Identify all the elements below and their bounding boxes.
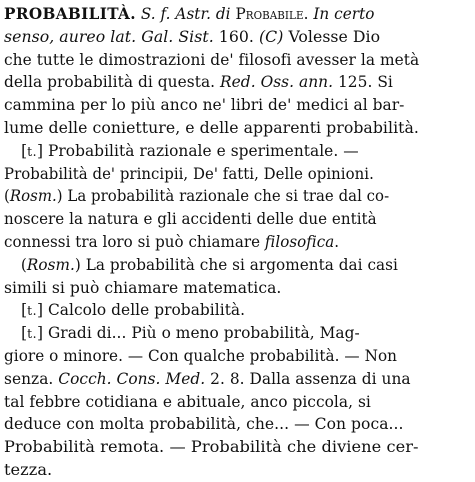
citation-source: senso, aureo lat. Gal. Sist. [4,26,214,46]
sense-text: Probabilità remota. — Probabilità che diviene cer- [4,437,419,457]
entry-line-7 [4,140,449,163]
entry-line-11 [4,231,439,254]
headword: PROBABILITÀ. [4,4,136,23]
emphasis-text: filosofica [264,231,335,251]
sense-text: ] Gradi di... Più o meno probabilità, Mag- [36,323,360,343]
sense-text: senza. [4,368,59,388]
entry-line-9 [4,185,435,208]
sense-text: tal febbre cotidiana e abituale, anco piccola, si [4,391,371,411]
sense-text: Probabilità de' principii, De' fatti, Delle opinioni. [4,163,374,183]
sense-text: ) La probabilità razionale che si trae dal co- [56,186,390,206]
quotation-text: della probabilità di questa. [4,72,221,92]
entry-line-10 [4,208,439,231]
sense-text: tezza. [4,459,53,479]
entry-line-16 [4,345,444,368]
editor-tag: t. [27,327,37,343]
bracket: ( [4,186,10,206]
citation-source: Red. Oss. ann. [220,72,334,92]
sense-text: deduce con molta probabilità, che... — Con poca... [4,414,404,434]
sense-text: ] Calcolo delle probabilità. [36,300,246,320]
entry-line-5 [4,94,449,117]
citation-number: 160. [213,26,260,46]
sense-text: ) La probabilità che si argomenta dai casi [74,254,398,274]
bracket: ( [20,254,27,274]
citation-source: Cocch. Cons. Med. [58,368,206,388]
citation-source: Rosm. [9,186,57,206]
entry-line-19 [4,413,453,436]
sense-text: connessi tra loro si può chiamare [4,231,265,251]
entry-line-21 [4,459,472,482]
punctuation: . [303,4,314,23]
sense-text: 2. 8. Dalla assenza di una [205,368,411,388]
dictionary-entry [4,3,472,482]
bracket: [ [21,140,28,160]
punctuation: . [334,231,340,251]
quotation-text: cammina per lo più anco ne' libri de' medici al bar- [4,95,405,115]
sense-text: giore o minore. — Con qualche probabilità. — Non [4,345,398,365]
entry-line-8 [4,163,435,186]
citation-source: Rosm. [26,254,75,274]
sense-text: ] Probabilità razionale e sperimentale. — [36,140,359,160]
entry-line-18 [4,391,449,414]
entry-line-15 [4,322,449,345]
cross-reference: Probabile [235,4,304,23]
grammar-note: S. f. Astr. di [140,4,236,23]
entry-line-1 [4,3,444,26]
editor-tag: t. [27,304,37,320]
editor-tag: t. [27,144,37,160]
quotation-text: Volesse Dio [283,26,381,46]
entry-line-4 [4,71,449,94]
bracket: [ [21,323,28,343]
usage-note: In certo [313,4,375,23]
entry-line-12 [4,254,444,277]
sense-text: simili si può chiamare matematica. [4,277,282,297]
citation-marker: (C) [259,26,284,46]
bracket: [ [21,300,28,320]
entry-line-13 [4,277,453,300]
quotation-text: lume delle conietture, e delle apparenti probabilità. [4,117,419,137]
entry-line-3 [4,49,449,72]
quotation-text: che tutte le dimostrazioni de' filosofi avesser la metà [4,49,420,69]
sense-text: noscere la natura e gli accidenti delle due entità [4,209,377,229]
entry-line-14 [4,299,449,322]
entry-line-6 [4,117,458,140]
entry-line-2 [4,26,458,49]
entry-line-17 [4,368,449,391]
citation-number: 125. Si [333,72,393,92]
